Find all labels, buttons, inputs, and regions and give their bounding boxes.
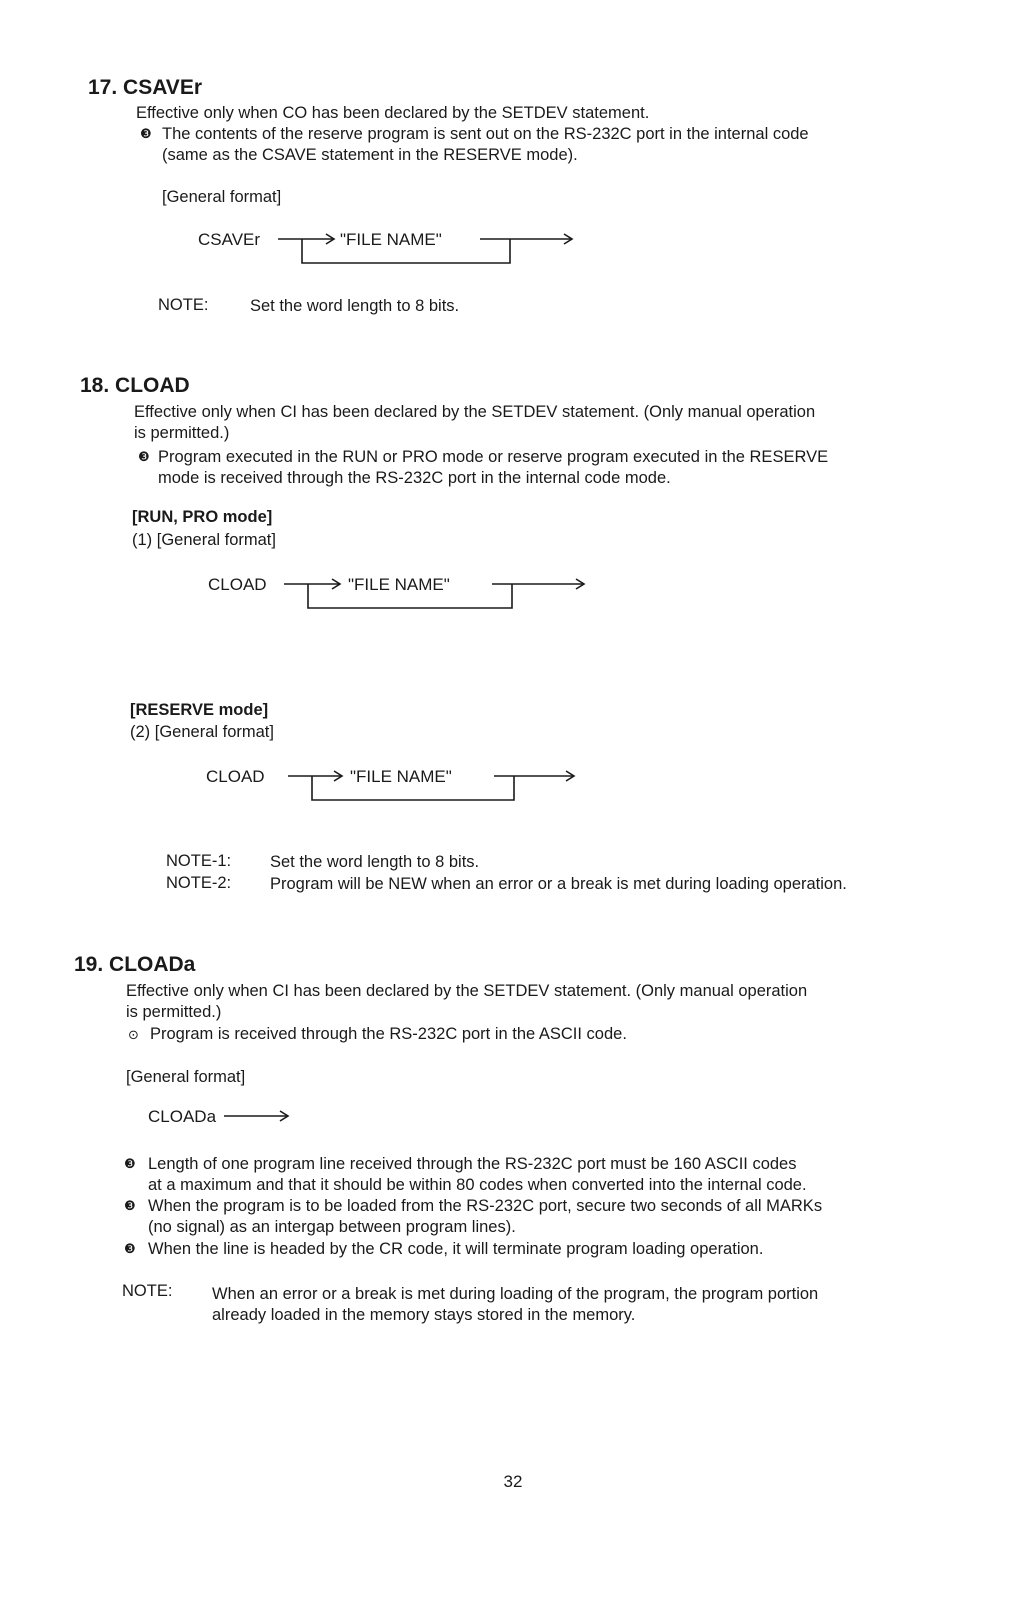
section-19-note-line-b: already loaded in the memory stays stored in the memory. [212,1306,636,1324]
bullet-icon: ❸ [140,126,152,141]
section-18-note1-text: Set the word length to 8 bits. [270,853,480,871]
cloada-syntax-diagram [140,1102,340,1132]
cloada-command: CLOADa [148,1107,217,1126]
section-17-line1: Effective only when CO has been declared by the SETDEV statement. [136,104,650,122]
section-17-heading: 17. CSAVEr [88,76,202,99]
cload-run-pro-syntax-diagram [200,570,600,620]
cload-reserve-syntax-diagram [198,762,598,812]
cload-command: CLOAD [208,575,267,594]
csaver-syntax-diagram [190,225,590,275]
cload-command: CLOAD [206,767,265,786]
section-17-note-label: NOTE: [158,296,209,314]
section-19-format-label: [General format] [126,1068,246,1086]
bullet-icon: ❸ [138,449,150,464]
run-pro-format-label: (1) [General format] [132,531,276,549]
section-19-note-line-a: When an error or a break is met during loading of the program, the program portion [212,1285,819,1303]
bullet-icon: ❸ [124,1198,136,1213]
section-19-bullet3-line-a: When the program is to be loaded from the RS-232C port, secure two seconds of all MARKs [148,1197,823,1215]
section-18-bullet1-line-b: mode is received through the RS-232C port in the internal code mode. [158,469,671,487]
section-18-note2-label: NOTE-2: [166,874,232,892]
section-18-bullet1-line-a: Program executed in the RUN or PRO mode or reserve program executed in the RESERVE [158,448,829,466]
section-18-line1: Effective only when CI has been declared by the SETDEV statement. (Only manual operation [134,403,816,421]
page-number: 32 [503,1472,523,1491]
section-19-bullet1: Program is received through the RS-232C port in the ASCII code. [150,1025,627,1043]
cload-file-name: "FILE NAME" [348,575,450,594]
run-pro-mode-subheading: [RUN, PRO mode] [132,508,273,526]
section-17-bullet1-line-a: The contents of the reserve program is sent out on the RS-232C port in the internal code [162,125,809,143]
section-18-line2: is permitted.) [134,424,230,442]
bullet-open-icon: ⊙ [128,1027,139,1042]
section-18-note2-text: Program will be NEW when an error or a break is met during loading operation. [270,875,847,893]
section-18-heading: 18. CLOAD [80,374,190,397]
section-19-note-label: NOTE: [122,1282,173,1300]
section-19-line1: Effective only when CI has been declared by the SETDEV statement. (Only manual operation [126,982,808,1000]
section-19-bullet3-line-b: (no signal) as an intergap between program lines). [148,1218,516,1236]
cload-file-name: "FILE NAME" [350,767,452,786]
csaver-file-name: "FILE NAME" [340,230,442,249]
reserve-format-label: (2) [General format] [130,723,274,741]
bullet-icon: ❸ [124,1241,136,1256]
section-17-note-text: Set the word length to 8 bits. [250,297,460,315]
section-19-line2: is permitted.) [126,1003,222,1021]
section-19-bullet2-line-b: at a maximum and that it should be within 80 codes when converted into the internal code. [148,1176,807,1194]
section-19-heading: 19. CLOADa [74,953,196,976]
section-17-bullet1-line-b: (same as the CSAVE statement in the RESERVE mode). [162,146,578,164]
reserve-mode-subheading: [RESERVE mode] [130,701,269,719]
bullet-icon: ❸ [124,1156,136,1171]
section-19-bullet4: When the line is headed by the CR code, it will terminate program loading operation. [148,1240,764,1258]
section-17-format-label: [General format] [162,188,282,206]
section-18-note1-label: NOTE-1: [166,852,232,870]
section-19-bullet2-line-a: Length of one program line received through the RS-232C port must be 160 ASCII codes [148,1155,797,1173]
csaver-command: CSAVEr [198,230,261,249]
